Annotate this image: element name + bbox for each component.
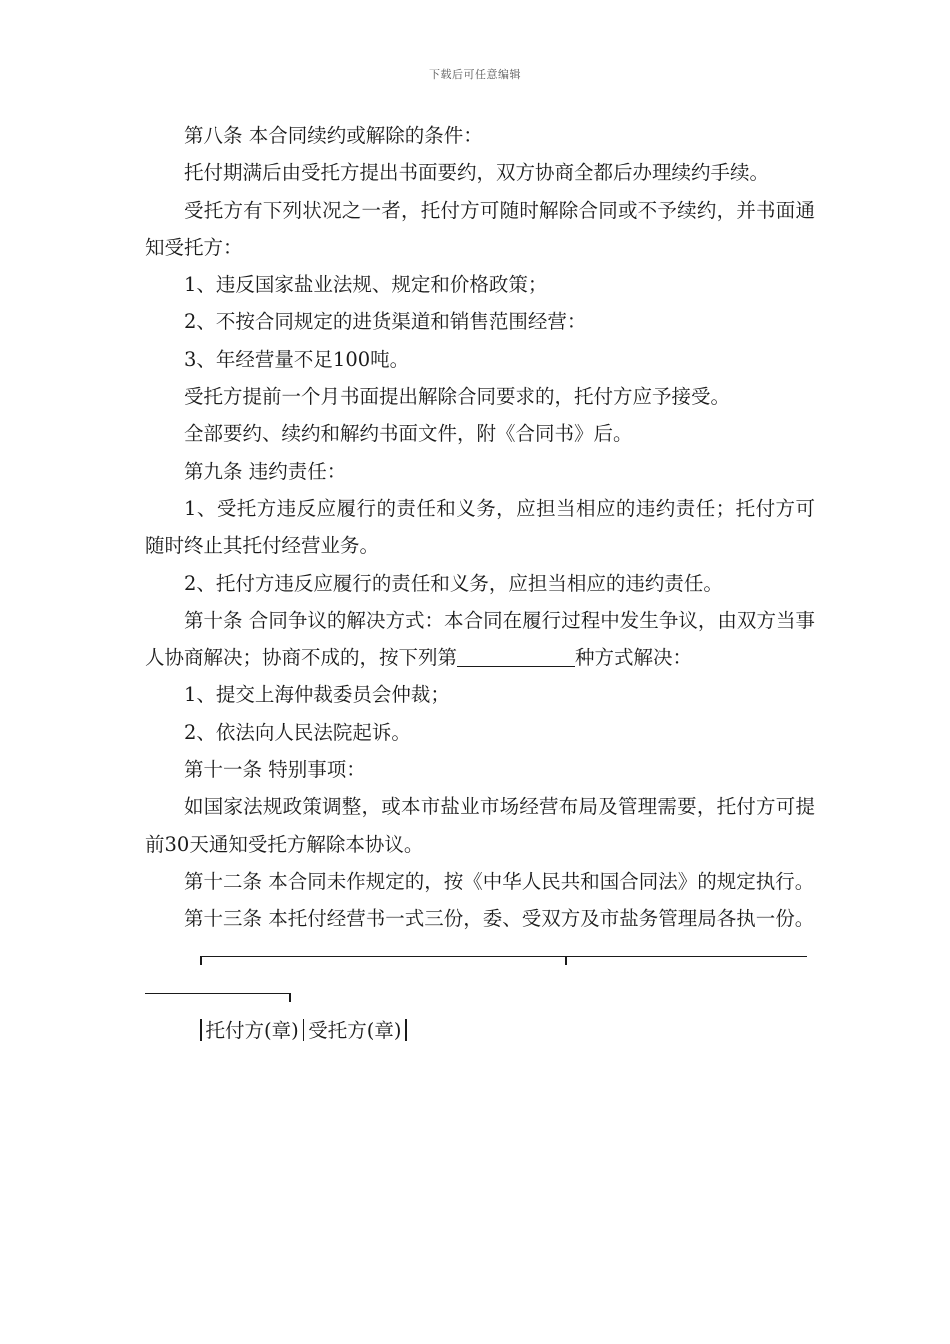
contract-clauses-continued bbox=[145, 676, 815, 937]
clause-paragraph: 第八条 本合同续约或解除的条件： bbox=[184, 124, 483, 147]
page-header: 下载后可任意编辑 bbox=[429, 68, 521, 81]
clause-paragraph: 受托方提前一个月书面提出解除合同要求的，托付方应予接受。 bbox=[184, 385, 731, 409]
clause-paragraph: 全部要约、续约和解约书面文件，附《合同书》后。 bbox=[184, 422, 633, 446]
principal-seal-label: 托付方(章) bbox=[205, 1018, 299, 1042]
table-border-right bbox=[405, 1019, 407, 1041]
contract-clauses bbox=[145, 117, 815, 602]
article-10-text-end: 种方式解决： bbox=[575, 646, 693, 670]
clause-paragraph: 1、违反国家盐业法规、规定和价格政策； bbox=[184, 273, 548, 297]
clause-paragraph: 第九条 违约责任： bbox=[184, 459, 347, 483]
article-10-paragraph bbox=[145, 602, 815, 677]
clause-paragraph: 第十一条 特别事项： bbox=[184, 758, 366, 782]
clause-paragraph: 第十二条 本合同未作规定的，按《中华人民共和国合同法》的规定执行。 bbox=[184, 869, 815, 893]
clause-paragraph: 2、不按合同规定的进货渠道和销售范围经营： bbox=[184, 310, 587, 334]
article-10-text: 第十条 合同争议的解决方式：本合同在履行过程中发生争议，由双方当事人协商解决；协商不成的，按下列第 bbox=[145, 608, 815, 670]
agent-seal-label: 受托方(章) bbox=[308, 1018, 402, 1042]
dispute-method-blank[interactable] bbox=[457, 646, 575, 667]
clause-paragraph: 第十三条 本托付经营书一式三份，委、受双方及市盐务管理局各执一份。 bbox=[184, 907, 815, 931]
contract-body bbox=[145, 117, 815, 1049]
clause-paragraph: 2、依法向人民法院起诉。 bbox=[184, 720, 411, 744]
signature-table-top-border-wrap bbox=[145, 975, 815, 1012]
clause-paragraph: 2、托付方违反应履行的责任和义务，应担当相应的违约责任。 bbox=[184, 571, 723, 595]
clause-paragraph: 受托方有下列状况之一者，托付方可随时解除合同或不予续约，并书面通知受托方： bbox=[145, 198, 815, 259]
clause-paragraph: 如国家法规政策调整，或本市盐业市场经营布局及管理需要，托付方可提前30天通知受托方解除本协议。 bbox=[145, 795, 815, 856]
signature-table-top-border bbox=[145, 938, 815, 975]
clause-paragraph: 3、年经营量不足100吨。 bbox=[184, 347, 410, 371]
clause-paragraph: 托付期满后由受托方提出书面要约，双方协商全都后办理续约手续。 bbox=[184, 161, 770, 185]
signature-row bbox=[145, 1012, 815, 1049]
clause-paragraph: 1、受托方违反应履行的责任和义务，应担当相应的违约责任；托付方可随时终止其托付经营业务。 bbox=[145, 496, 815, 558]
clause-paragraph: 1、提交上海仲裁委员会仲裁； bbox=[184, 683, 450, 707]
